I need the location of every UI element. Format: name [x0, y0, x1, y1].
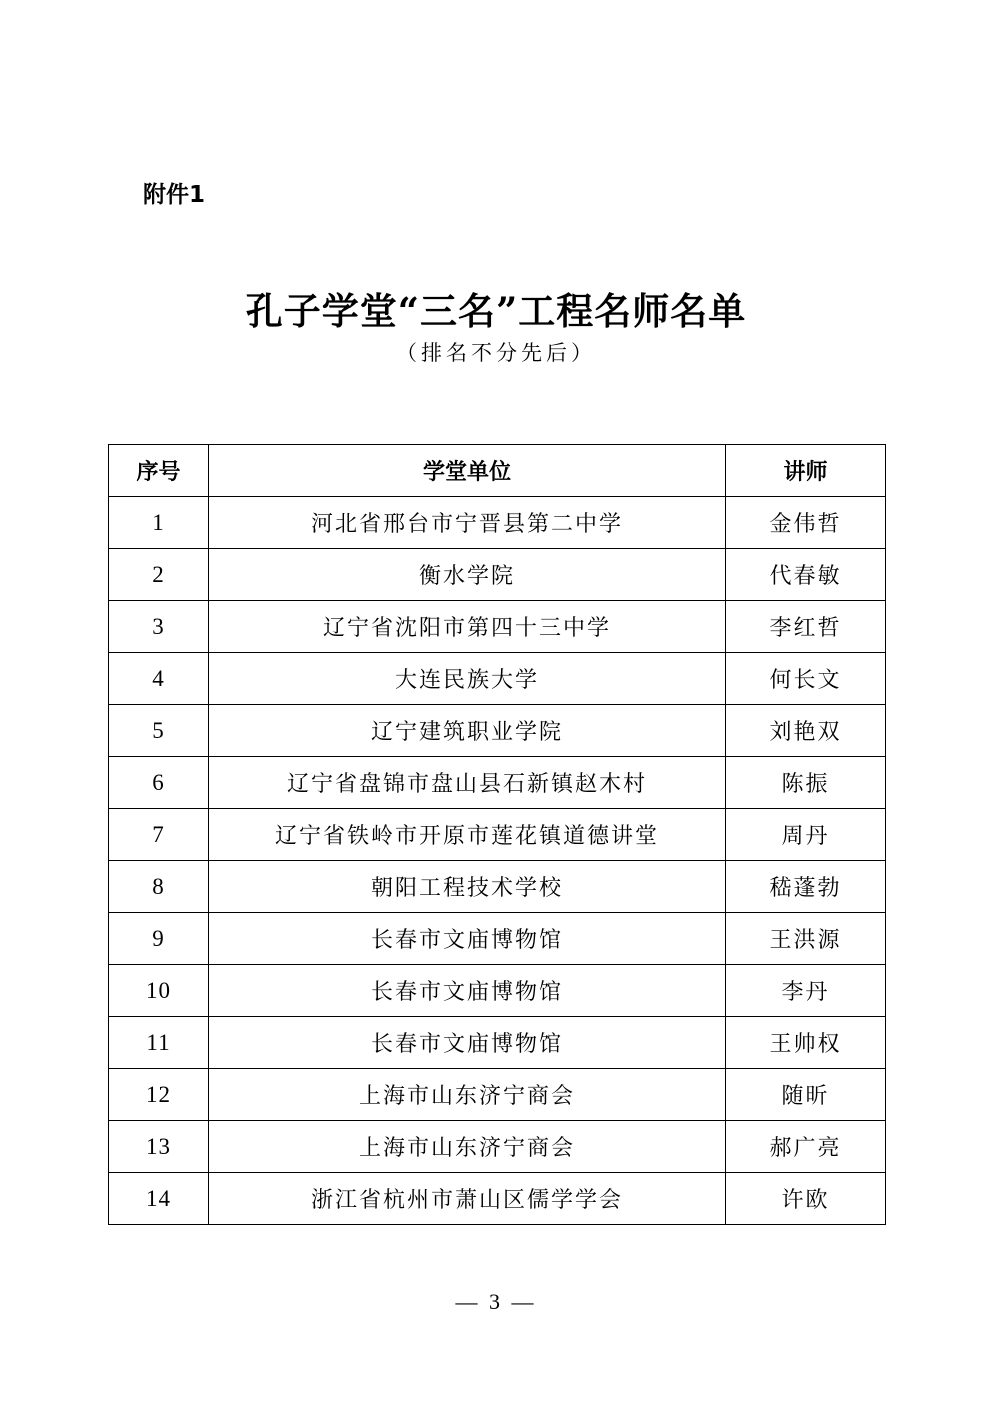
row-teacher: 金伟哲: [726, 497, 886, 549]
table-row: [109, 809, 886, 861]
row-teacher: 郝广亮: [726, 1121, 886, 1173]
header-unit: 学堂单位: [209, 445, 726, 497]
attachment-label: 附件1: [143, 182, 206, 208]
header-teacher: 讲师: [726, 445, 886, 497]
row-teacher: 何长文: [726, 653, 886, 705]
row-number: 1: [109, 497, 209, 549]
row-unit: 辽宁建筑职业学院: [209, 705, 726, 757]
table-row: [109, 549, 886, 601]
table-row: [109, 861, 886, 913]
teacher-list-table: [108, 444, 886, 1225]
table-header-row: [109, 445, 886, 497]
row-unit: 辽宁省盘锦市盘山县石新镇赵木村: [209, 757, 726, 809]
document-subtitle: （排名不分先后）: [396, 341, 596, 365]
table-row: [109, 965, 886, 1017]
row-teacher: 王帅权: [726, 1017, 886, 1069]
document-title: 孔子学堂“三名”工程名师名单: [245, 289, 747, 333]
row-unit: 朝阳工程技术学校: [209, 861, 726, 913]
row-number: 12: [109, 1069, 209, 1121]
row-unit: 大连民族大学: [209, 653, 726, 705]
row-teacher: 随昕: [726, 1069, 886, 1121]
row-teacher: 嵇蓬勃: [726, 861, 886, 913]
row-teacher: 周丹: [726, 809, 886, 861]
table-row: [109, 705, 886, 757]
header-number: 序号: [109, 445, 209, 497]
table-row: [109, 1069, 886, 1121]
row-teacher: 李红哲: [726, 601, 886, 653]
table-row: [109, 1173, 886, 1225]
row-number: 9: [109, 913, 209, 965]
table-row: [109, 913, 886, 965]
row-number: 2: [109, 549, 209, 601]
row-number: 11: [109, 1017, 209, 1069]
row-number: 4: [109, 653, 209, 705]
row-number: 14: [109, 1173, 209, 1225]
row-unit: 长春市文庙博物馆: [209, 1017, 726, 1069]
row-teacher: 代春敏: [726, 549, 886, 601]
row-number: 8: [109, 861, 209, 913]
row-number: 5: [109, 705, 209, 757]
table-row: [109, 757, 886, 809]
row-unit: 长春市文庙博物馆: [209, 913, 726, 965]
row-unit: 辽宁省铁岭市开原市莲花镇道德讲堂: [209, 809, 726, 861]
row-number: 6: [109, 757, 209, 809]
table-row: [109, 653, 886, 705]
row-unit: 衡水学院: [209, 549, 726, 601]
table-row: [109, 1017, 886, 1069]
table-row: [109, 1121, 886, 1173]
table-row: [109, 601, 886, 653]
row-unit: 长春市文庙博物馆: [209, 965, 726, 1017]
row-unit: 辽宁省沈阳市第四十三中学: [209, 601, 726, 653]
table-row: [109, 497, 886, 549]
row-number: 7: [109, 809, 209, 861]
row-number: 3: [109, 601, 209, 653]
row-unit: 上海市山东济宁商会: [209, 1069, 726, 1121]
row-teacher: 李丹: [726, 965, 886, 1017]
row-number: 13: [109, 1121, 209, 1173]
row-number: 10: [109, 965, 209, 1017]
page-number: — 3 —: [455, 1289, 537, 1314]
row-unit: 上海市山东济宁商会: [209, 1121, 726, 1173]
row-teacher: 王洪源: [726, 913, 886, 965]
row-unit: 浙江省杭州市萧山区儒学学会: [209, 1173, 726, 1225]
row-teacher: 陈振: [726, 757, 886, 809]
row-unit: 河北省邢台市宁晋县第二中学: [209, 497, 726, 549]
row-teacher: 许欧: [726, 1173, 886, 1225]
row-teacher: 刘艳双: [726, 705, 886, 757]
